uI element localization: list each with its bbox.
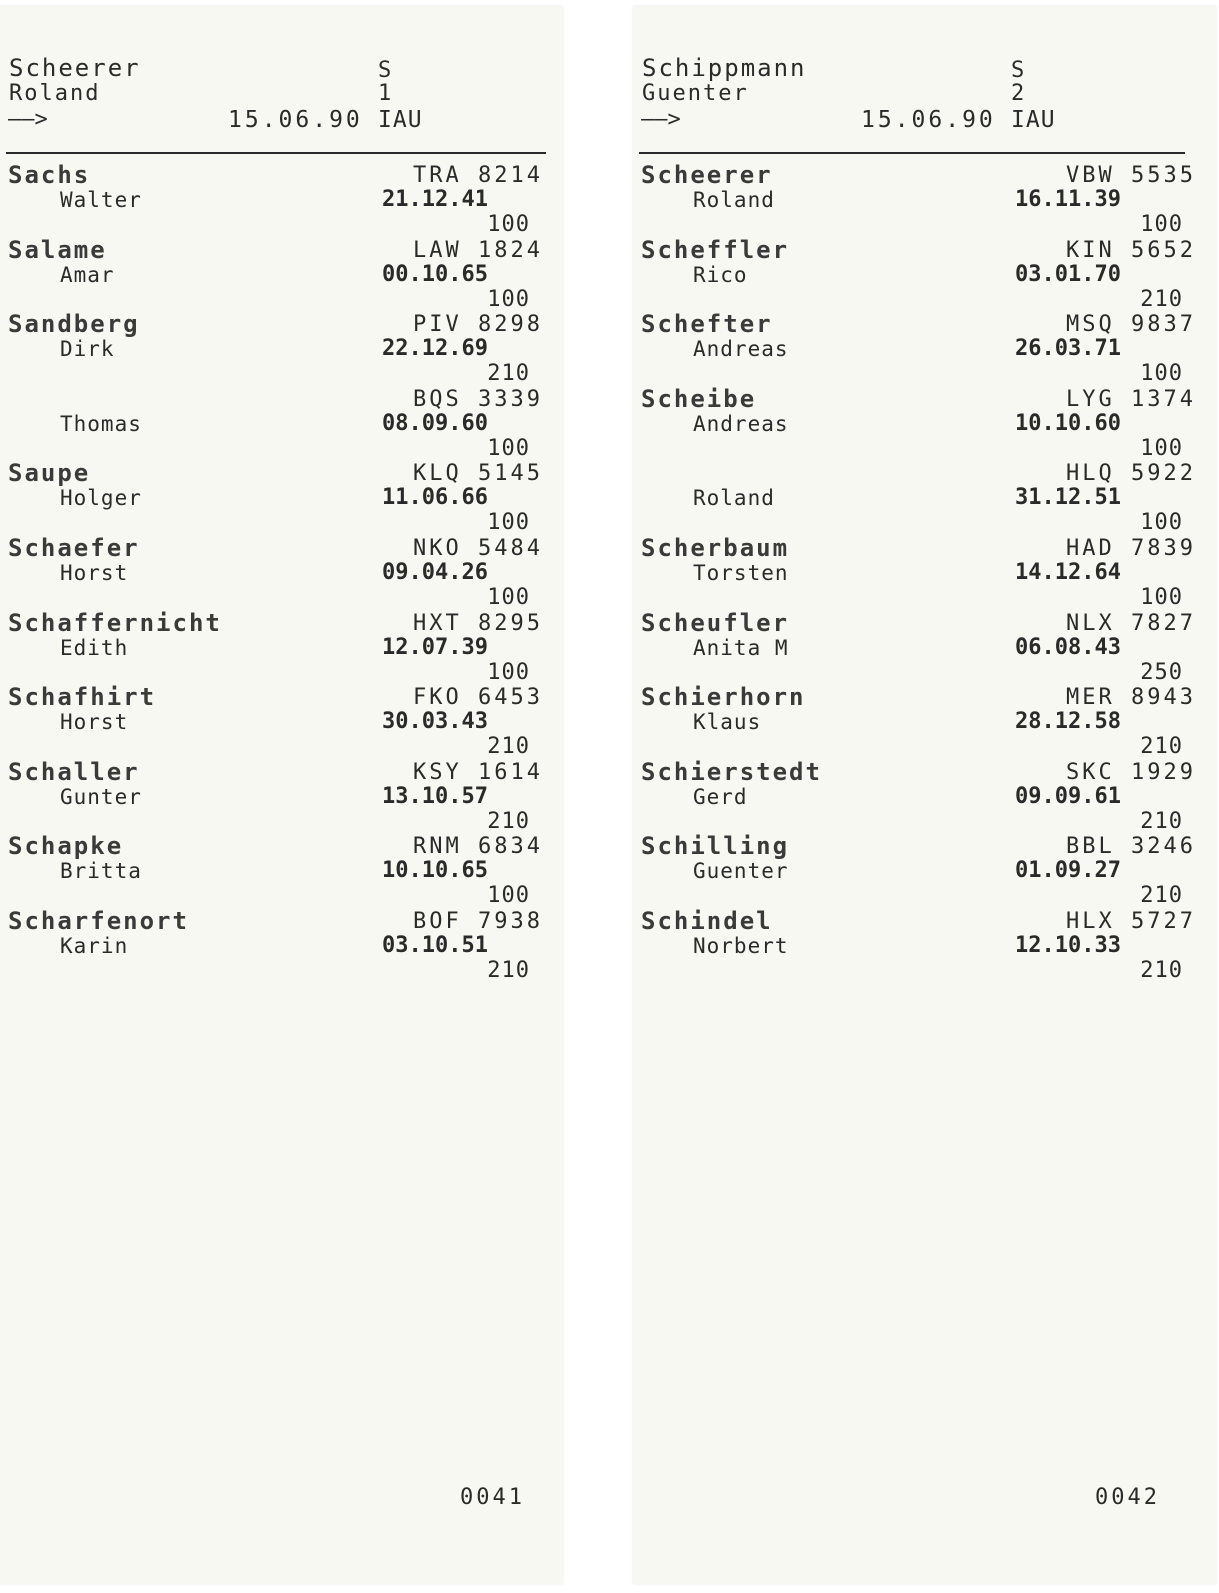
entry-code: LYG 1374 — [1066, 386, 1196, 412]
entry-last-name: Scharfenort — [8, 907, 189, 935]
entry-row — [633, 609, 1216, 685]
entry-code: SKC 1929 — [1066, 759, 1196, 785]
page-number: 0042 — [1095, 1485, 1160, 1510]
entry-first-name: Horst — [60, 710, 129, 735]
entry-last-name: Schapke — [8, 832, 124, 861]
entry-last-name: Saupe — [8, 459, 91, 488]
entry-code: KIN 5652 — [1066, 237, 1196, 263]
entry-amount: 210 — [1140, 286, 1183, 312]
entry-first-name: Horst — [60, 561, 129, 585]
entry-amount: 100 — [487, 510, 530, 536]
entry-amount: 100 — [487, 435, 530, 461]
entry-first-name: Holger — [60, 486, 142, 511]
entry-amount: 100 — [1140, 212, 1183, 237]
header-number: 1 — [378, 81, 392, 106]
entry-amount: 100 — [1140, 510, 1183, 536]
entry-row — [633, 459, 1216, 535]
entry-last-name: Schaffernicht — [8, 608, 222, 637]
entry-last-name: Schaefer — [8, 534, 140, 562]
entry-row — [0, 236, 563, 312]
entry-first-name: Roland — [693, 486, 775, 511]
entry-first-name: Thomas — [60, 411, 142, 436]
entry-row — [633, 683, 1216, 759]
entry-first-name: Norbert — [693, 934, 789, 958]
entry-first-name: Gerd — [693, 784, 748, 809]
entry-code: VBW 5535 — [1066, 163, 1196, 188]
entry-date: 30.03.43 — [382, 709, 488, 735]
header-arrow: ——> — [641, 107, 681, 132]
entry-amount: 210 — [487, 361, 530, 387]
header-code: IAU — [1011, 107, 1056, 133]
entry-first-name: Amar — [60, 262, 115, 287]
entry-row — [0, 310, 563, 386]
entry-amount: 210 — [1140, 958, 1183, 983]
entry-date: 09.04.26 — [382, 560, 488, 585]
header-last-name: Schippmann — [642, 54, 807, 82]
entry-first-name: Gunter — [60, 784, 142, 809]
entry-last-name: Scherbaum — [641, 534, 790, 562]
header-rule — [639, 152, 1185, 154]
entry-code: NLX 7827 — [1066, 610, 1196, 636]
entry-first-name: Torsten — [693, 561, 789, 585]
entry-first-name: Anita M — [693, 635, 789, 660]
entry-date: 21.12.41 — [382, 187, 488, 212]
entry-code: FKO 6453 — [413, 685, 543, 711]
entry-row — [0, 832, 563, 908]
header-first-name: Roland — [9, 81, 101, 106]
entry-date: 01.09.27 — [1015, 858, 1121, 884]
entry-last-name: Schaller — [8, 757, 140, 786]
entry-date: 13.10.57 — [382, 783, 488, 809]
entry-code: RNM 6834 — [413, 834, 543, 860]
entry-row — [0, 758, 563, 834]
entry-code: PIV 8298 — [413, 312, 543, 338]
entry-row — [0, 907, 563, 983]
entry-amount: 100 — [487, 585, 530, 610]
entry-date: 03.10.51 — [382, 933, 488, 958]
entry-last-name: Schierhorn — [641, 683, 806, 712]
entry-last-name: Scheerer — [641, 161, 773, 189]
header-arrow: ——> — [8, 107, 48, 132]
entry-row — [633, 534, 1216, 610]
page-number: 0041 — [460, 1485, 525, 1510]
entry-last-name: Scheibe — [641, 384, 757, 413]
entry-last-name: Sandberg — [8, 310, 140, 339]
entry-amount: 100 — [487, 883, 530, 909]
entry-row — [0, 385, 563, 461]
header-last-name: Scheerer — [9, 54, 141, 82]
entry-amount: 210 — [1140, 808, 1183, 834]
header-code: IAU — [378, 107, 423, 133]
entry-date: 08.09.60 — [382, 410, 488, 436]
entry-row — [0, 161, 563, 237]
entry-code: BOF 7938 — [413, 909, 543, 934]
entry-code: TRA 8214 — [413, 163, 543, 188]
entry-date: 10.10.65 — [382, 858, 488, 884]
entry-amount: 250 — [1140, 659, 1183, 685]
entry-first-name: Dirk — [60, 337, 115, 362]
entry-last-name: Salame — [8, 235, 107, 264]
index-card-left — [0, 6, 563, 1584]
entry-date: 12.10.33 — [1015, 933, 1121, 958]
entry-code: HLX 5727 — [1066, 909, 1196, 934]
entry-amount: 210 — [487, 958, 530, 983]
entry-last-name: Sachs — [8, 161, 91, 189]
entry-last-name: Schafhirt — [8, 683, 157, 712]
entry-row — [0, 683, 563, 759]
entry-code: KLQ 5145 — [413, 461, 543, 487]
entry-amount: 210 — [1140, 883, 1183, 909]
entry-last-name: Schierstedt — [641, 757, 822, 786]
entry-row — [0, 534, 563, 610]
entry-date: 06.08.43 — [1015, 634, 1121, 660]
entry-date: 14.12.64 — [1015, 560, 1121, 585]
entry-date: 00.10.65 — [382, 261, 488, 287]
entry-last-name: Scheufler — [641, 608, 790, 637]
entry-code: BBL 3246 — [1066, 834, 1196, 860]
entry-code: LAW 1824 — [413, 237, 543, 263]
entry-last-name: Scheffler — [641, 235, 790, 264]
entry-first-name: Klaus — [693, 710, 762, 735]
entry-code: BQS 3339 — [413, 386, 543, 412]
entry-amount: 100 — [1140, 435, 1183, 461]
header-first-name: Guenter — [642, 81, 749, 106]
entry-row — [633, 832, 1216, 908]
header-date: 15.06.90 — [228, 107, 363, 133]
entry-date: 11.06.66 — [382, 485, 488, 511]
entry-last-name: Schefter — [641, 310, 773, 339]
entry-code: MER 8943 — [1066, 685, 1196, 711]
entry-date: 03.01.70 — [1015, 261, 1121, 287]
entry-amount: 100 — [1140, 361, 1183, 387]
index-card-right — [633, 6, 1216, 1584]
header-number: 2 — [1011, 81, 1025, 106]
entry-row — [0, 459, 563, 535]
entry-date: 12.07.39 — [382, 634, 488, 660]
entry-code: HXT 8295 — [413, 610, 543, 636]
entry-first-name: Walter — [60, 188, 142, 212]
entry-date: 10.10.60 — [1015, 410, 1121, 436]
entry-code: KSY 1614 — [413, 759, 543, 785]
entry-amount: 210 — [487, 808, 530, 834]
header-letter: S — [378, 58, 392, 83]
entry-row — [633, 310, 1216, 386]
entry-date: 28.12.58 — [1015, 709, 1121, 735]
entry-date: 22.12.69 — [382, 336, 488, 362]
entry-amount: 100 — [1140, 585, 1183, 610]
entry-last-name: Schilling — [641, 832, 790, 861]
entry-first-name: Karin — [60, 934, 129, 958]
header-letter: S — [1011, 58, 1025, 83]
entry-row — [633, 236, 1216, 312]
entry-last-name: Schindel — [641, 907, 773, 935]
entry-date: 16.11.39 — [1015, 187, 1121, 212]
entry-row — [633, 161, 1216, 237]
entry-code: HAD 7839 — [1066, 536, 1196, 561]
entry-row — [633, 385, 1216, 461]
entry-amount: 210 — [1140, 734, 1183, 760]
header-date: 15.06.90 — [861, 107, 996, 133]
entry-row — [633, 907, 1216, 983]
entry-date: 09.09.61 — [1015, 783, 1121, 809]
entry-first-name: Andreas — [693, 411, 789, 436]
entry-code: HLQ 5922 — [1066, 461, 1196, 487]
entry-first-name: Rico — [693, 262, 748, 287]
entry-date: 31.12.51 — [1015, 485, 1121, 511]
entry-first-name: Guenter — [693, 859, 789, 884]
entry-date: 26.03.71 — [1015, 336, 1121, 362]
entry-amount: 100 — [487, 286, 530, 312]
entry-row — [633, 758, 1216, 834]
entry-first-name: Edith — [60, 635, 129, 660]
entry-first-name: Roland — [693, 188, 775, 212]
entry-code: NKO 5484 — [413, 536, 543, 561]
entry-first-name: Andreas — [693, 337, 789, 362]
entry-first-name: Britta — [60, 859, 142, 884]
entry-amount: 210 — [487, 734, 530, 760]
entry-row — [0, 609, 563, 685]
header-rule — [6, 152, 546, 154]
entry-amount: 100 — [487, 659, 530, 685]
entry-code: MSQ 9837 — [1066, 312, 1196, 338]
entry-amount: 100 — [487, 212, 530, 237]
